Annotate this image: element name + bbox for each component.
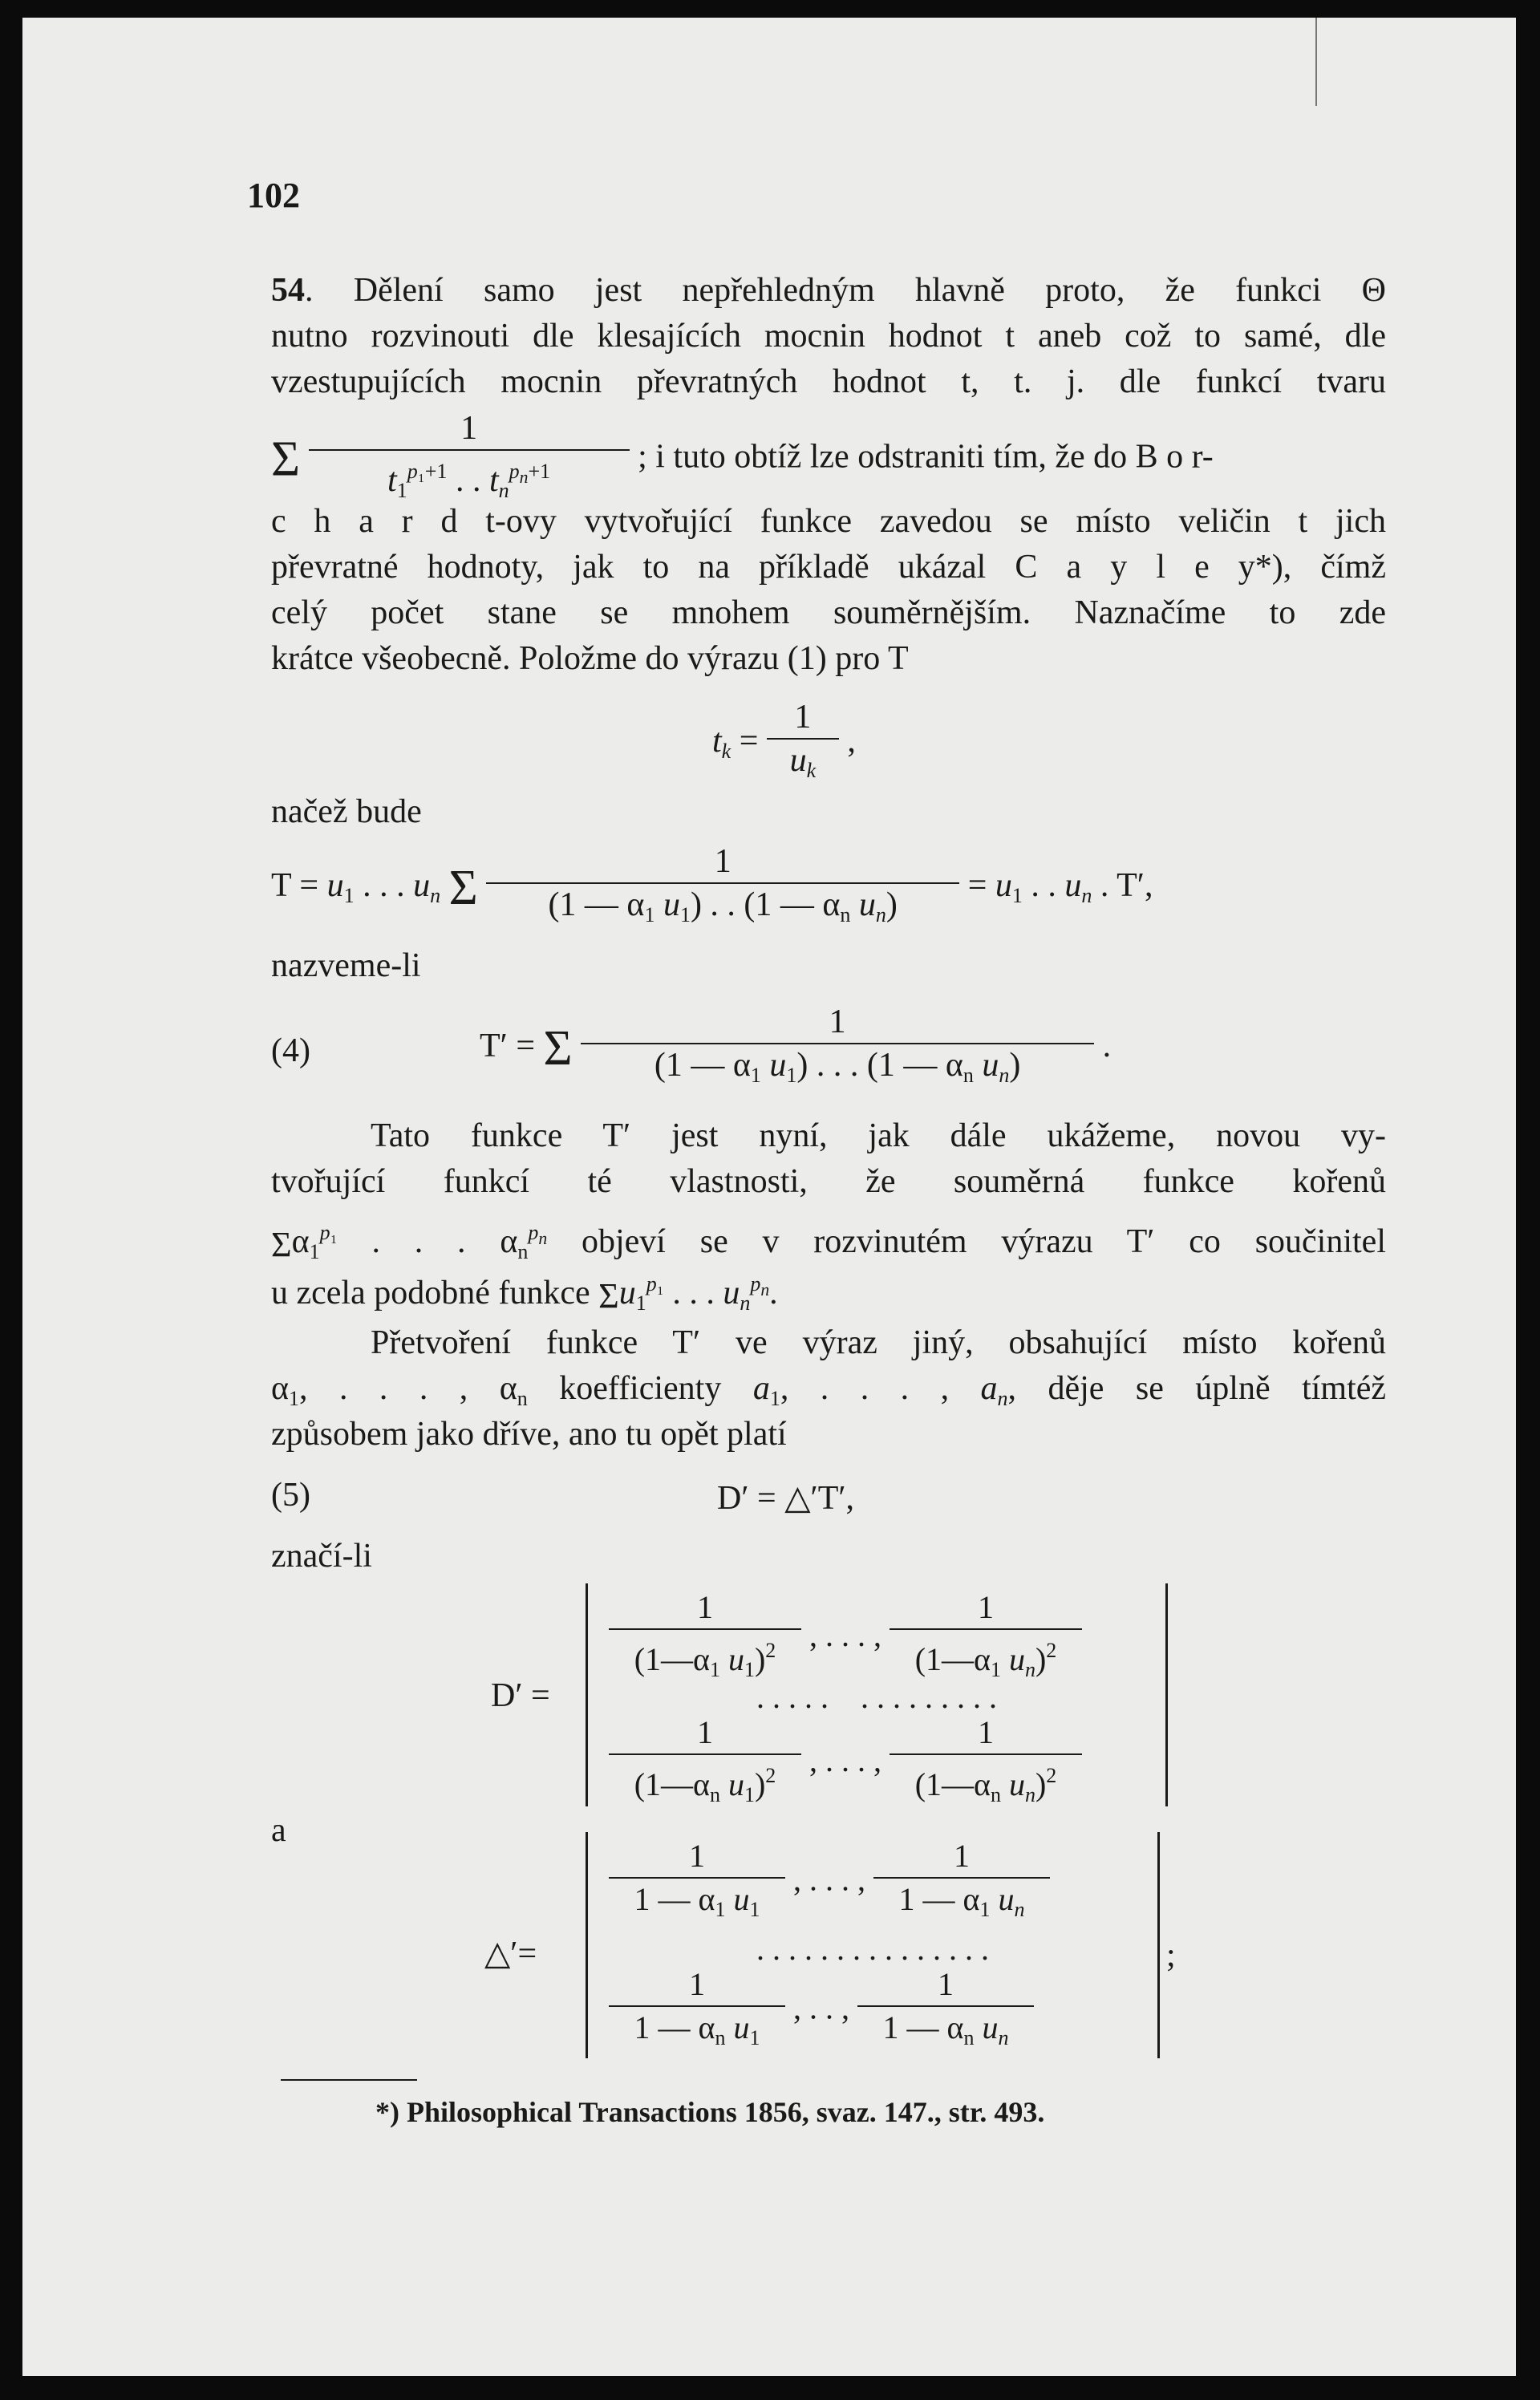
- paragraph-line: načež bude: [271, 793, 422, 830]
- equation-5: D′ = △′T′,: [717, 1480, 855, 1517]
- equation-T-prime: T′ = Σ $\frac{1}{(1 — \alpha_1 u_1) . . . (1 — \alpha_n u_n)}$ .: [480, 1001, 1111, 1097]
- sum-tail-text: ; i tuto obtíž lze odstraniti tím, že do B o r-: [638, 438, 1214, 476]
- page-number: 102: [247, 176, 300, 215]
- paragraph-line: nazveme-li: [271, 947, 421, 984]
- footnote-rule: [281, 2079, 417, 2081]
- paragraph-line: celý počet stane se mnohem souměrnějším. Naznačíme to zde: [271, 594, 1386, 631]
- paragraph-line: vzestupujících mocnin převratných hodnot t, t. j. dle funkcí tvaru: [271, 363, 1386, 400]
- page: [22, 18, 1516, 2376]
- section-number: 54: [271, 272, 305, 309]
- determinant-delta-prime: $\frac{1}{1 — \alpha_1 u_1}$ , . . . , $\frac{1}{1 — \alpha_1 u_n}$ . . . . . . . . . . . . . . . $\frac{1}{1 — \alpha_n u_1}$ , . . , $\frac{1}{1 — \alpha_n u_n}$: [586, 1832, 1160, 2058]
- paragraph-line: tvořující funkcí té vlastnosti, že souměrná funkce kořenů: [271, 1163, 1386, 1200]
- scan-edge-line: [1315, 18, 1317, 106]
- paragraph-line: Přetvoření funkce T′ ve výraz jiný, obsahující místo kořenů: [371, 1324, 1386, 1361]
- footnote: *) Philosophical Transactions 1856, svaz. 147., str. 493.: [375, 2096, 1045, 2128]
- equation-number-5: (5): [271, 1477, 310, 1514]
- paragraph-line: krátce všeobecně. Položme do výrazu (1) pro T: [271, 640, 909, 677]
- paragraph-line: c h a r d t-ovy vytvořující funkce zavedou se místo veličin t jich: [271, 503, 1386, 540]
- paragraph-line: způsobem jako dříve, ano tu opět platí: [271, 1416, 787, 1453]
- sum-expression: Σ $\frac{1}{t_1^{p_1+1} . . t_n^{p_n+1}}$ ; i tuto obtíž lze odstraniti tím, že do B o r-: [271, 407, 1214, 512]
- determinant-D-prime: $\frac{1}{(1—\alpha_1 u_1)^2}$ , . . . , $\frac{1}{(1—\alpha_1 u_n)^2}$ . . . . . . . . . . . . . . $\frac{1}{(1—\alpha_n u_1)^2}$ , . . . , $\frac{1}{(1—\alpha_n u_n)^2}$: [586, 1583, 1168, 1806]
- equation-T: $T = u_1$ . . . $u_n$ Σ $\frac{1}{(1 — \alpha_1 u_1) . . (1 — \alpha_n u_n)}$ = $u_1$ . . $u_n$ . T′,: [271, 841, 1386, 936]
- delta-prime-label: △′=: [484, 1936, 537, 1972]
- paragraph-line: převratné hodnoty, jak to na příkladě ukázal C a y l e y*), čímž: [271, 549, 1386, 586]
- paragraph-line: a: [271, 1812, 286, 1849]
- equation-tk: $t_k$ = $\frac{1}{u_k}$ ,: [712, 696, 856, 792]
- paragraph-line: 54. Dělení samo jest nepřehledným hlavně proto, že funkci Θ: [271, 272, 1387, 309]
- paragraph-line: značí-li: [271, 1538, 372, 1575]
- D-prime-label: D′ =: [491, 1677, 550, 1714]
- paragraph-line: u zcela podobné funkce $\Sigma u_1^{p_1}$ . . . $u_n^{p_n}$.: [271, 1272, 778, 1316]
- paragraph-line: nutno rozvinouti dle klesajících mocnin hodnot t aneb což to samé, dle: [271, 318, 1386, 355]
- semicolon: ;: [1166, 1937, 1176, 1974]
- paragraph-line: $\Sigma\alpha_1^{p_1}$ . . . $\alpha_n^{p_n}$ objeví se v rozvinutém výrazu T′ co součinitel: [271, 1221, 1386, 1264]
- equation-number-4: (4): [271, 1032, 310, 1069]
- paragraph-line: Tato funkce T′ jest nyní, jak dále ukážeme, novou vy-: [371, 1117, 1386, 1154]
- paragraph-line: $\alpha_1$, . . . , $\alpha_n$ koefficienty $a_1$, . . . , $a_n$, děje se úplně tímtéž: [271, 1370, 1387, 1410]
